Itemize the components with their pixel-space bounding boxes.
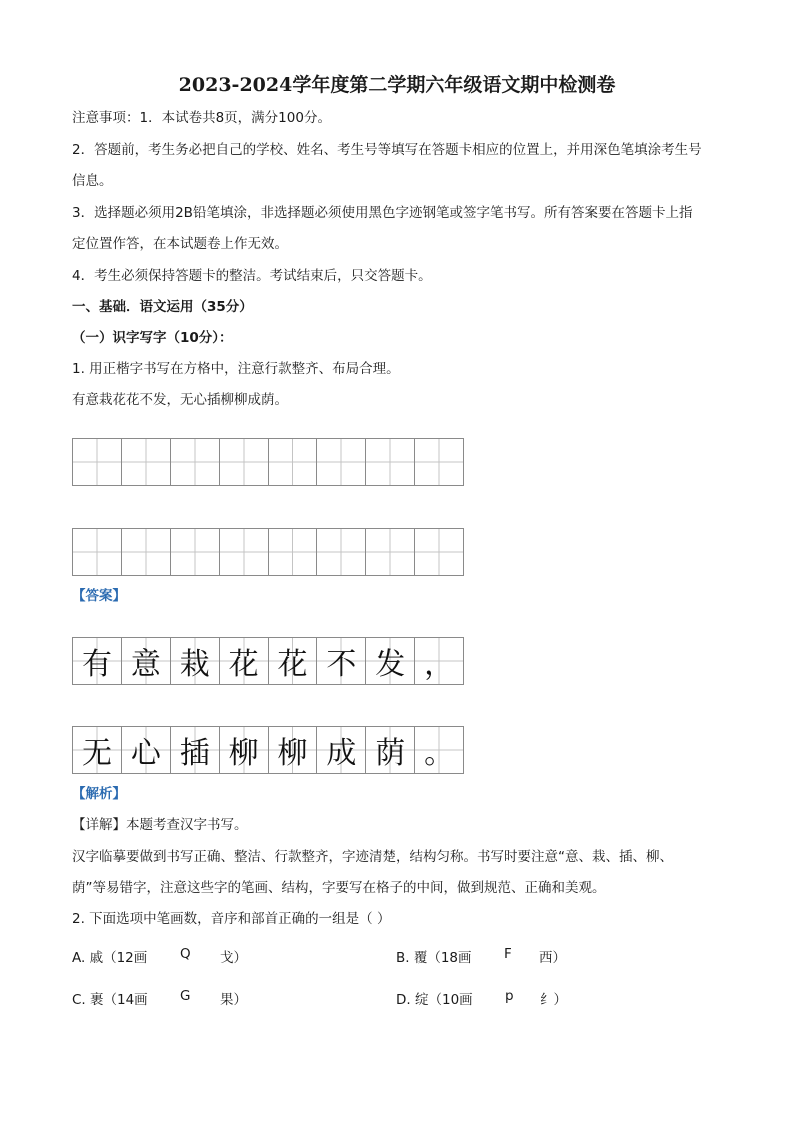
answer-cell <box>73 727 122 773</box>
grid-cell[interactable] <box>366 439 415 485</box>
option-b-label[interactable]: B. 覆（18画 <box>396 950 472 966</box>
option-d-radical: 纟） <box>540 992 567 1008</box>
option-c-label[interactable]: C. 裹（14画 <box>72 992 148 1008</box>
option-b-radical: 西） <box>539 950 566 966</box>
q2-prompt: 2. 下面选项中笔画数，音序和部首正确的一组是（ ） <box>72 911 391 927</box>
answer-cell <box>220 638 269 684</box>
option-d-letter: p <box>505 988 514 1004</box>
grid-cell[interactable] <box>269 439 318 485</box>
answer-char: 有 <box>81 647 112 682</box>
detail-line: 【详解】本题考查汉字书写。 <box>72 817 248 833</box>
answer-char: 栽 <box>179 647 210 682</box>
answer-cell <box>269 727 318 773</box>
q2-options-row-2 <box>72 988 722 1008</box>
grid-cell[interactable] <box>122 529 171 575</box>
q1-sentence: 有意栽花花不发，无心插柳柳成荫。 <box>72 392 288 408</box>
answer-tag: 【答案】 <box>72 588 126 604</box>
answer-char: 不 <box>326 647 357 682</box>
grid-cell[interactable] <box>269 529 318 575</box>
grid-cell[interactable] <box>171 529 220 575</box>
q1-prompt: 1. 用正楷字书写在方格中，注意行款整齐、布局合理。 <box>72 361 400 377</box>
grid-cell[interactable] <box>220 439 269 485</box>
notes-line-2: 2．答题前，考生务必把自己的学校、姓名、考生号等填写在答题卡相应的位置上，并用深色笔填涂考生号 <box>72 142 702 158</box>
answer-char: 花 <box>228 647 259 682</box>
answer-char: 柳 <box>228 736 259 771</box>
option-a-letter: Q <box>180 946 191 962</box>
analysis-tag: 【解析】 <box>72 786 126 802</box>
q2-options-row-1 <box>72 946 722 966</box>
answer-cell <box>366 638 415 684</box>
answer-char: 意 <box>130 647 161 682</box>
answer-cell <box>220 727 269 773</box>
answer-cell <box>73 638 122 684</box>
option-a-radical: 戈） <box>220 950 247 966</box>
answer-char: 插 <box>179 736 210 771</box>
grid-cell[interactable] <box>317 439 366 485</box>
answer-cell <box>415 727 463 773</box>
answer-cell <box>415 638 463 684</box>
notes-line-4: 3．选择题必须用2B铅笔填涂，非选择题必须使用黑色字迹钢笔或签字笔书写。所有答案要在答题卡上指 <box>72 205 693 221</box>
answer-cell <box>317 638 366 684</box>
grid-cell[interactable] <box>73 529 122 575</box>
notes-line-1: 注意事项：1．本试卷共8页，满分100分。 <box>72 110 331 126</box>
answer-cell <box>317 727 366 773</box>
answer-char: 花 <box>277 647 308 682</box>
option-d-label[interactable]: D. 绽（10画 <box>396 992 473 1008</box>
grid-cell[interactable] <box>415 439 463 485</box>
answer-cell <box>171 638 220 684</box>
answer-char: 心 <box>130 736 161 771</box>
answer-char: 无 <box>81 736 112 771</box>
grid-cell[interactable] <box>415 529 463 575</box>
answer-char: 柳 <box>277 736 308 771</box>
section-heading: 一、基础．语文运用（35分） <box>72 299 253 315</box>
grid-cell[interactable] <box>220 529 269 575</box>
answer-grid-2 <box>72 726 464 774</box>
grid-cell[interactable] <box>317 529 366 575</box>
answer-char: 。 <box>424 736 455 771</box>
option-c-radical: 果） <box>220 992 247 1008</box>
answer-cell <box>122 638 171 684</box>
grid-cell[interactable] <box>73 439 122 485</box>
answer-char: ， <box>424 647 455 682</box>
grid-cell[interactable] <box>122 439 171 485</box>
grid-cell[interactable] <box>366 529 415 575</box>
subsection-heading: （一）识字写字（10分）： <box>72 330 233 346</box>
answer-grid-1 <box>72 637 464 685</box>
answer-cell <box>122 727 171 773</box>
option-a-label[interactable]: A. 戚（12画 <box>72 950 148 966</box>
explanation-line-1: 汉字临摹要做到书写正确、整洁、行款整齐，字迹清楚，结构匀称。书写时要注意“意、栽、插、柳、 <box>72 849 673 865</box>
writing-grid-empty-2[interactable] <box>72 528 464 576</box>
answer-char: 发 <box>375 647 406 682</box>
answer-cell <box>171 727 220 773</box>
answer-cell <box>269 638 318 684</box>
option-c-letter: G <box>180 988 191 1004</box>
answer-char: 成 <box>326 736 357 771</box>
answer-char: 荫 <box>375 736 406 771</box>
notes-line-6: 4．考生必须保持答题卡的整洁。考试结束后，只交答题卡。 <box>72 268 432 284</box>
grid-cell[interactable] <box>171 439 220 485</box>
writing-grid-empty-1[interactable] <box>72 438 464 486</box>
option-b-letter: F <box>504 946 512 962</box>
notes-line-5: 定位置作答，在本试题卷上作无效。 <box>72 236 288 252</box>
page-title: 2023-2024学年度第二学期六年级语文期中检测卷 <box>178 74 616 96</box>
notes-line-3: 信息。 <box>72 173 113 189</box>
explanation-line-2: 荫”等易错字，注意这些字的笔画、结构，字要写在格子的中间，做到规范、正确和美观。 <box>72 880 606 896</box>
answer-cell <box>366 727 415 773</box>
